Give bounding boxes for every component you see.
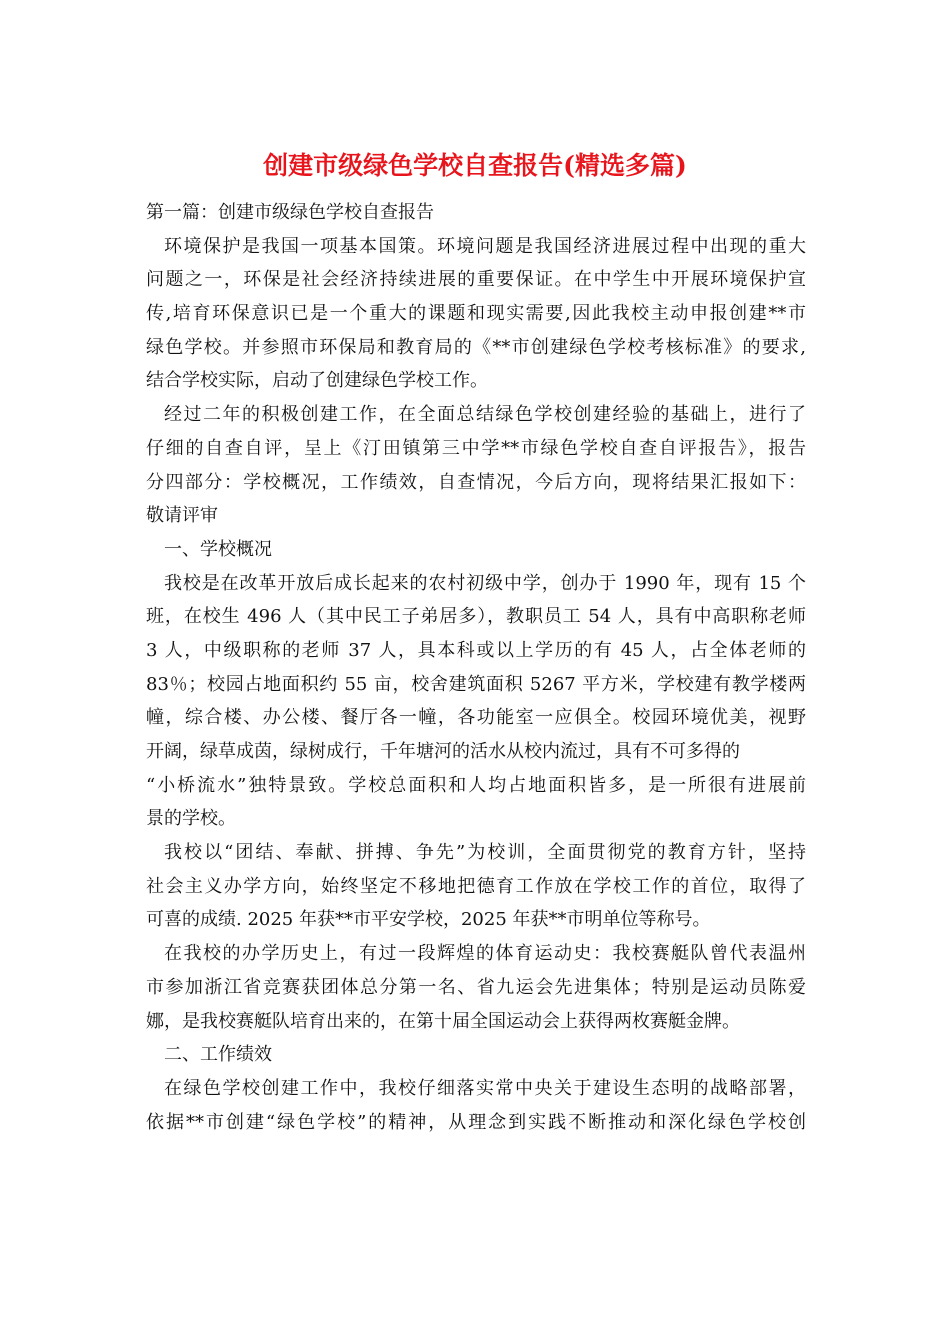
text-line: “小桥流水”独特景致。学校总面积和人均占地面积皆多，是一所很有进展前 bbox=[146, 774, 806, 796]
document-title: 创建市级绿色学校自查报告(精选多篇) bbox=[263, 151, 687, 180]
text-line: 第一篇：创建市级绿色学校自查报告 bbox=[146, 202, 434, 223]
text-line: 班，在校生 496 人（其中民工子弟居多），教职员工 54 人，具有中高职称老师 bbox=[146, 606, 806, 628]
text-line: 传,培育环保意识已是一个重大的课题和现实需要,因此我校主动申报创建**市 bbox=[146, 303, 806, 325]
text-line: 娜，是我校赛艇队培育出来的，在第十届全国运动会上获得两枚赛艇金牌。 bbox=[146, 1010, 740, 1032]
document-body bbox=[146, 196, 806, 1139]
text-line: 经过二年的积极创建工作，在全面总结绿色学校创建经验的基础上，进行了 bbox=[164, 404, 806, 426]
text-line: 结合学校实际，启动了创建绿色学校工作。 bbox=[146, 370, 488, 392]
text-line: 敬请评审 bbox=[146, 505, 218, 527]
text-line: 我校以“团结、奉献、拼搏、争先”为校训，全面贯彻党的教育方针，坚持 bbox=[164, 842, 806, 864]
text-line: 在绿色学校创建工作中，我校仔细落实常中央关于建设生态明的战略部署， bbox=[164, 1077, 806, 1099]
text-line: 景的学校。 bbox=[146, 808, 236, 830]
text-line: 社会主义办学方向，始终坚定不移地把德育工作放在学校工作的首位，取得了 bbox=[146, 875, 806, 897]
text-line: 一、学校概况 bbox=[164, 538, 272, 560]
text-line: 83％；校园占地面积约 55 亩，校舍建筑面积 5267 平方米，学校建有教学楼两 bbox=[146, 673, 806, 695]
text-line: 问题之一，环保是社会经济持续进展的重要保证。在中学生中开展环境保护宣 bbox=[146, 269, 806, 291]
text-line: 幢，综合楼、办公楼、餐厅各一幢，各功能室一应俱全。校园环境优美，视野 bbox=[146, 707, 806, 729]
text-line: 在我校的办学历史上，有过一段辉煌的体育运动史：我校赛艇队曾代表温州 bbox=[164, 943, 806, 965]
text-line: 我校是在改革开放后成长起来的农村初级中学，创办于 1990 年，现有 15 个 bbox=[164, 572, 806, 594]
text-line: 市参加浙江省竞赛获团体总分第一名、省九运会先进集体；特别是运动员陈爱 bbox=[146, 976, 806, 998]
text-line: 环境保护是我国一项基本国策。环境问题是我国经济进展过程中出现的重大 bbox=[164, 235, 806, 257]
text-line: 依据**市创建“绿色学校”的精神，从理念到实践不断推动和深化绿色学校创 bbox=[146, 1111, 806, 1133]
text-line: 二、工作绩效 bbox=[164, 1044, 272, 1066]
text-line: 绿色学校。并参照市环保局和教育局的《**市创建绿色学校考核标准》的要求, bbox=[146, 336, 806, 358]
text-line: 3 人，中级职称的老师 37 人，具本科或以上学历的有 45 人，占全体老师的 bbox=[146, 639, 806, 661]
text-line: 开阔，绿草成茵，绿树成行，千年塘河的活水从校内流过，具有不可多得的 bbox=[146, 741, 740, 762]
text-line: 可喜的成绩. 2025 年获**市平安学校，2025 年获**市明单位等称号。 bbox=[146, 909, 711, 931]
text-line: 仔细的自查自评，呈上《汀田镇第三中学**市绿色学校自查自评报告》，报告 bbox=[146, 437, 806, 459]
text-line: 分四部分：学校概况，工作绩效，自查情况，今后方向，现将结果汇报如下： bbox=[146, 471, 806, 493]
